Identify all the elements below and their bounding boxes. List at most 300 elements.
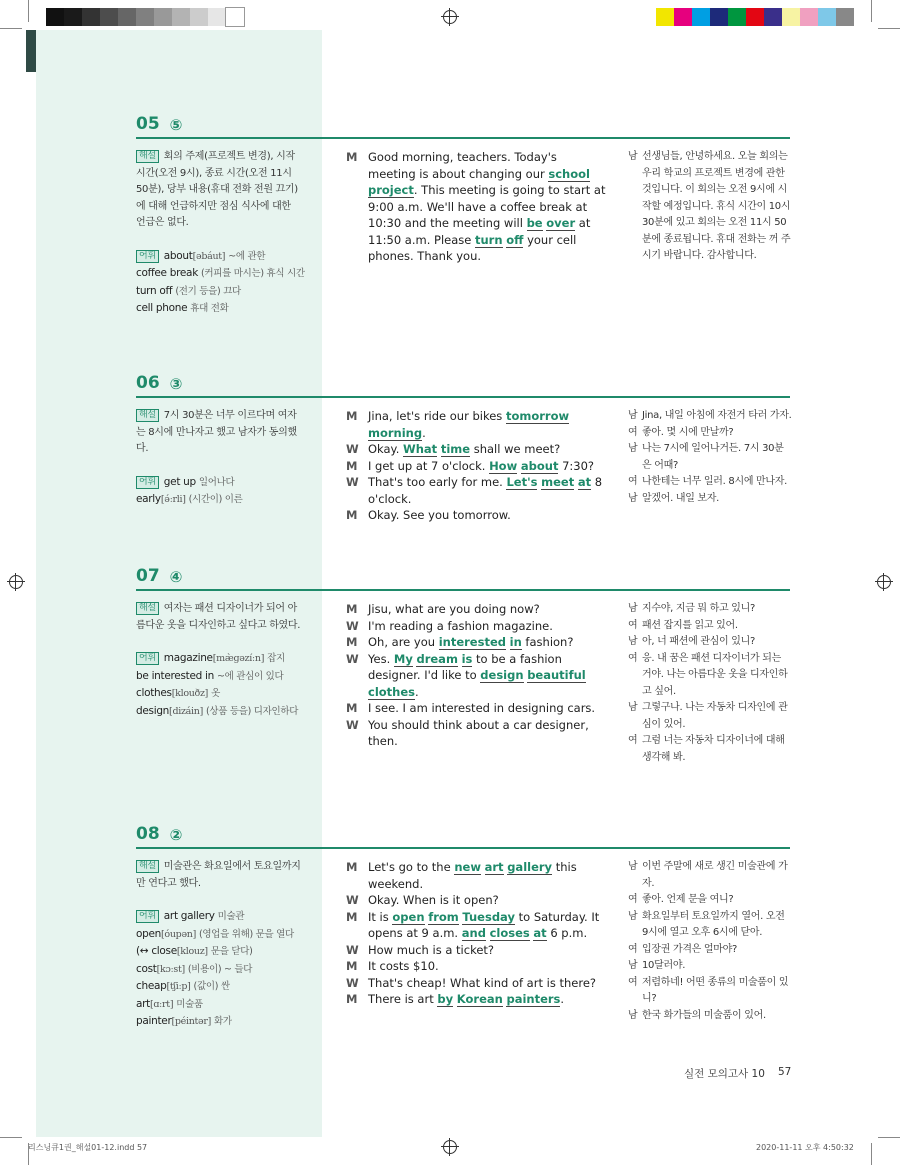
color-swatch bbox=[190, 8, 208, 26]
blank-answer: new bbox=[454, 860, 481, 874]
speaker-label: W bbox=[346, 651, 359, 666]
spacer bbox=[136, 232, 302, 248]
blank-answer: interested bbox=[438, 635, 506, 649]
color-swatch bbox=[154, 8, 172, 26]
vocab-item bbox=[136, 650, 302, 668]
explanation-column bbox=[136, 149, 305, 318]
dialogue-fragment: . bbox=[422, 425, 426, 440]
translation-text: 나는 7시에 일어나거든. 7시 30분은 어때? bbox=[642, 443, 784, 471]
dialogue-text bbox=[368, 892, 608, 909]
translation-line bbox=[628, 425, 792, 442]
vocab-meaning: (커피를 마시는) 휴식 시간 bbox=[200, 268, 305, 279]
vocab-pronunciation: [péintər] bbox=[171, 1016, 212, 1027]
vocab-word: cell phone bbox=[136, 302, 188, 314]
speaker-label: M bbox=[346, 458, 358, 473]
explanation-badge: 해설 bbox=[136, 602, 159, 615]
vocab-item bbox=[136, 996, 302, 1014]
vocab-pronunciation: [tʃiːp] bbox=[166, 981, 191, 992]
dialogue-line bbox=[346, 149, 608, 265]
vocab-meaning: (비용이) ~ 들다 bbox=[187, 963, 253, 975]
blank-answer: gallery bbox=[507, 860, 553, 874]
vocab-item bbox=[136, 668, 302, 686]
dialogue-text bbox=[368, 859, 608, 892]
vocab-pronunciation: [ə́ːrli] bbox=[160, 494, 186, 505]
dialogue-text bbox=[368, 634, 608, 651]
explanation-text: 회의 주제(프로젝트 변경), 시작 시간(오전 9시), 종료 시간(오전 11시 50분), 당부 내용(휴대 전화 전원 끄기)에 대해 언급하지만 점심 식사에 대한 언급은 없다. bbox=[136, 151, 298, 228]
translation-line bbox=[628, 149, 792, 265]
vocab-item bbox=[136, 703, 302, 721]
vocab-meaning: (전기 등을) 끄다 bbox=[175, 285, 241, 297]
blank-answer: be bbox=[526, 216, 543, 230]
vocab-item bbox=[136, 978, 302, 996]
translation-text: 이번 주말에 새로 생긴 미술관에 가자. bbox=[642, 861, 788, 889]
dialogue-fragment: to Saturday. It opens at 9 a.m. bbox=[368, 909, 600, 940]
color-swatch bbox=[818, 8, 836, 26]
blank-answer: art bbox=[484, 860, 504, 874]
dialogue-fragment: There is art bbox=[368, 992, 438, 1006]
speaker-label: M bbox=[346, 701, 358, 715]
dialogue-text bbox=[368, 149, 608, 265]
translation-text: 지수야, 지금 뭐 하고 있니? bbox=[642, 603, 756, 614]
blank-answer: How bbox=[489, 458, 518, 473]
color-swatch bbox=[674, 8, 692, 26]
translation-line bbox=[628, 474, 792, 491]
translation-text: 좋아. 언제 문을 여니? bbox=[642, 894, 734, 905]
speaker-label: W bbox=[346, 618, 359, 633]
color-swatch bbox=[728, 8, 746, 26]
dialogue-text bbox=[368, 408, 608, 441]
vocab-meaning: 옷 bbox=[211, 688, 220, 699]
crop-mark bbox=[871, 1143, 872, 1165]
vocab-badge: 어휘 bbox=[136, 652, 159, 665]
section-header bbox=[136, 818, 790, 849]
speaker-label: W bbox=[346, 942, 359, 957]
dialogue-fragment: How much is a ticket? bbox=[368, 942, 495, 957]
translation-speaker: 남 bbox=[628, 603, 638, 614]
question-section bbox=[136, 560, 790, 763]
translation-text: 한국 화가들의 미술품이 있어. bbox=[642, 1009, 766, 1021]
dialogue-fragment: Okay. bbox=[368, 442, 404, 456]
blank-answer: at bbox=[577, 475, 592, 489]
blank-answer: school bbox=[548, 166, 590, 181]
blank-answer: open bbox=[392, 909, 425, 924]
edge-tab bbox=[26, 30, 36, 72]
vocab-meaning: 미술품 bbox=[176, 998, 203, 1010]
dialogue-line bbox=[346, 634, 608, 651]
blank-answer: from bbox=[428, 909, 459, 924]
dialogue-text bbox=[368, 975, 608, 992]
blank-answer: turn bbox=[475, 232, 503, 247]
spacer bbox=[136, 458, 302, 474]
dialogue-column bbox=[346, 601, 608, 750]
dialogue-fragment: Let's go to the bbox=[368, 860, 455, 874]
color-swatch bbox=[656, 8, 674, 26]
blank-answer: over bbox=[546, 216, 576, 230]
color-swatches bbox=[656, 8, 854, 26]
translation-text: 화요일부터 토요일까지 열어. 오전 9시에 열고 오후 6시에 닫아. bbox=[642, 910, 785, 938]
translation-line bbox=[628, 1008, 792, 1025]
color-swatch bbox=[782, 8, 800, 26]
blank-answer: Korean bbox=[456, 992, 503, 1006]
blank-answer: and bbox=[461, 926, 486, 940]
speaker-label: M bbox=[346, 508, 358, 522]
vocab-pronunciation: [óupən] bbox=[161, 928, 196, 940]
dialogue-fragment: 6 p.m. bbox=[546, 926, 588, 940]
translation-speaker: 여 bbox=[628, 652, 638, 664]
blank-answer: closes bbox=[489, 926, 530, 940]
dialogue-column bbox=[346, 149, 608, 265]
dialogue-line bbox=[346, 892, 608, 909]
explanation-column bbox=[136, 859, 302, 1031]
vocab-word: painter bbox=[136, 1015, 172, 1027]
dialogue-fragment: Yes. bbox=[368, 651, 394, 666]
dialogue-text bbox=[368, 942, 608, 959]
vocab-item bbox=[136, 1013, 302, 1031]
answer-mark: ⑤ bbox=[169, 116, 183, 134]
translation-text: 그렇구나. 나는 자동차 디자인에 관심이 있어. bbox=[642, 702, 788, 730]
blank-answer: Let's bbox=[506, 475, 538, 489]
blank-answer: painters bbox=[506, 992, 561, 1006]
vocab-pronunciation: [dizáin] bbox=[169, 705, 204, 717]
dialogue-fragment: I'm reading a fashion magazine. bbox=[368, 618, 553, 633]
blank-answer: project bbox=[368, 183, 414, 197]
dialogue-text bbox=[368, 441, 608, 458]
speaker-label: M bbox=[346, 150, 358, 164]
translation-speaker: 여 bbox=[628, 476, 638, 487]
blank-answer: in bbox=[509, 635, 522, 649]
dialogue-line bbox=[346, 958, 608, 975]
translation-line bbox=[628, 909, 792, 942]
dialogue-line bbox=[346, 507, 608, 524]
vocab-item bbox=[136, 961, 302, 979]
speaker-label: M bbox=[346, 860, 358, 874]
translation-speaker: 남 bbox=[628, 636, 638, 647]
vocab-pronunciation: [əbáut] bbox=[192, 250, 226, 262]
dialogue-fragment: shall we meet? bbox=[470, 442, 561, 456]
speaker-label: W bbox=[346, 475, 359, 489]
explanation-block bbox=[136, 149, 302, 232]
vocab-meaning: 잡지 bbox=[267, 653, 285, 664]
vocab-item bbox=[136, 685, 302, 703]
color-swatch bbox=[800, 8, 818, 26]
vocab-meaning: 화가 bbox=[214, 1016, 232, 1027]
dialogue-fragment: Okay. When is it open? bbox=[368, 893, 499, 907]
question-section bbox=[136, 367, 792, 522]
blank-answer: dream bbox=[416, 651, 458, 666]
dialogue-line bbox=[346, 408, 608, 441]
vocab-meaning: 휴대 전화 bbox=[190, 303, 229, 314]
translation-text: 아, 너 패션에 관심이 있니? bbox=[642, 636, 756, 647]
dialogue-column bbox=[346, 859, 608, 1008]
vocab-item bbox=[136, 491, 302, 509]
vocab-meaning: 문을 닫다) bbox=[210, 946, 253, 957]
translation-speaker: 여 bbox=[628, 426, 638, 438]
dialogue-fragment: You should think about a car designer, then. bbox=[368, 717, 589, 748]
translation-text: Jina, 내일 아침에 자전거 타러 가자. bbox=[642, 410, 792, 421]
translation-line bbox=[628, 408, 792, 425]
crop-mark bbox=[878, 28, 900, 29]
dialogue-line bbox=[346, 618, 608, 635]
page-number: 57 bbox=[778, 1066, 792, 1078]
blank-answer: is bbox=[461, 651, 473, 666]
blank-answer: about bbox=[520, 458, 559, 473]
vocab-pronunciation: [klouz] bbox=[176, 946, 208, 957]
vocab-word: magazine bbox=[163, 652, 213, 664]
translation-speaker: 여 bbox=[628, 735, 638, 746]
translation-text: 저렴하네! 어떤 종류의 미술품이 있니? bbox=[642, 976, 789, 1004]
dialogue-fragment: Okay. See you tomorrow. bbox=[368, 508, 511, 522]
vocab-meaning: 미술관 bbox=[217, 911, 245, 922]
blank-answer: What bbox=[403, 442, 438, 456]
speaker-label: W bbox=[346, 975, 359, 990]
vocab-word: early bbox=[136, 493, 161, 505]
registration-mark-icon bbox=[877, 575, 891, 589]
vocab-badge: 어휘 bbox=[136, 250, 159, 263]
blank-answer: Tuesday bbox=[462, 909, 515, 924]
vocab-word: art gallery bbox=[163, 910, 215, 922]
dialogue-fragment: It costs $10. bbox=[368, 959, 439, 973]
color-swatch bbox=[710, 8, 728, 26]
translation-text: 10달러야. bbox=[642, 960, 686, 971]
answer-mark: ④ bbox=[169, 568, 183, 586]
translation-speaker: 남 bbox=[628, 702, 638, 713]
dialogue-fragment: this weekend. bbox=[368, 860, 577, 891]
speaker-label: M bbox=[346, 959, 358, 973]
dialogue-line bbox=[346, 859, 608, 892]
dialogue-column bbox=[346, 408, 608, 524]
vocab-item bbox=[136, 300, 302, 318]
translation-speaker: 남 bbox=[628, 1009, 638, 1021]
translation-speaker: 여 bbox=[628, 619, 638, 631]
dialogue-text bbox=[368, 717, 608, 750]
color-swatch bbox=[692, 8, 710, 26]
translation-line bbox=[628, 601, 792, 618]
dialogue-text bbox=[368, 507, 608, 524]
dialogue-fragment: I see. I am interested in designing cars. bbox=[368, 701, 596, 715]
dialogue-text bbox=[368, 651, 608, 701]
translation-speaker: 남 bbox=[628, 910, 638, 922]
speaker-label: M bbox=[346, 409, 358, 423]
vocab-item bbox=[136, 926, 302, 944]
dialogue-fragment: That's cheap! What kind of art is there? bbox=[368, 975, 596, 990]
blank-answer: design bbox=[480, 668, 524, 682]
dialogue-fragment: Good morning, teachers. Today's meeting is about changing our bbox=[368, 150, 557, 181]
answer-mark: ② bbox=[169, 826, 183, 844]
vocab-pronunciation: [klouðz] bbox=[171, 688, 209, 699]
vocab-pronunciation: [ɑːrt] bbox=[149, 998, 174, 1010]
translation-speaker: 남 bbox=[628, 492, 638, 504]
speaker-label: W bbox=[346, 893, 359, 907]
translation-line bbox=[628, 733, 792, 766]
dialogue-text bbox=[368, 618, 608, 635]
translation-text: 나한테는 너무 일러. 8시에 만나자. bbox=[642, 476, 788, 487]
explanation-text: 7시 30분은 너무 이르다며 여자는 8시에 만나자고 했고 남자가 동의했다. bbox=[136, 410, 297, 454]
speaker-label: M bbox=[346, 635, 358, 649]
vocab-word: coffee break bbox=[136, 267, 198, 279]
vocab-item bbox=[136, 474, 302, 492]
dialogue-text bbox=[368, 474, 608, 507]
explanation-text: 여자는 패션 디자이너가 되어 아름다운 옷을 디자인하고 싶다고 하였다. bbox=[136, 603, 301, 631]
color-swatch bbox=[836, 8, 854, 26]
translation-speaker: 여 bbox=[628, 976, 638, 988]
translation-column bbox=[628, 859, 792, 1024]
registration-mark-icon bbox=[443, 10, 457, 24]
vocab-word: cheap bbox=[136, 980, 167, 992]
dialogue-fragment: your cell phones. Thank you. bbox=[368, 232, 577, 263]
color-swatch bbox=[46, 8, 64, 26]
vocab-pronunciation: [mæ̀gəzíːn] bbox=[212, 653, 265, 664]
dialogue-fragment: I get up at 7 o'clock. bbox=[368, 458, 490, 473]
dialogue-line bbox=[346, 458, 608, 475]
explanation-block bbox=[136, 859, 302, 892]
dialogue-text bbox=[368, 991, 608, 1008]
color-swatch bbox=[226, 8, 244, 26]
translation-text: 응. 내 꿈은 패션 디자이너가 되는 거야. 나는 아름다운 옷을 디자인하고 싶어. bbox=[642, 652, 788, 697]
question-number: 05 bbox=[136, 114, 160, 134]
translation-line bbox=[628, 859, 792, 892]
dialogue-text bbox=[368, 601, 608, 618]
explanation-column bbox=[136, 601, 302, 720]
translation-line bbox=[628, 700, 792, 733]
dialogue-line bbox=[346, 991, 608, 1008]
vocab-word: design bbox=[136, 704, 170, 717]
explanation-column bbox=[136, 408, 302, 509]
crop-mark bbox=[871, 0, 872, 22]
speaker-label: W bbox=[346, 717, 359, 732]
answer-mark: ③ bbox=[169, 375, 183, 393]
registration-mark-icon bbox=[443, 1140, 457, 1154]
translation-speaker: 남 bbox=[628, 151, 638, 162]
dialogue-line bbox=[346, 474, 608, 507]
translation-line bbox=[628, 975, 792, 1008]
blank-answer: meet bbox=[541, 475, 575, 489]
dialogue-line bbox=[346, 909, 608, 942]
question-number: 06 bbox=[136, 373, 160, 393]
section-header bbox=[136, 367, 790, 398]
translation-speaker: 남 bbox=[628, 861, 638, 872]
dialogue-fragment: . This meeting is going to start at 9:00 a.m. We'll have a coffee break at 10:30 and the meeting will bbox=[368, 183, 606, 230]
color-swatch bbox=[746, 8, 764, 26]
spacer bbox=[136, 892, 302, 908]
translation-text: 알겠어. 내일 보자. bbox=[642, 492, 720, 504]
vocab-item bbox=[136, 265, 305, 283]
color-swatch bbox=[764, 8, 782, 26]
color-swatch bbox=[208, 8, 226, 26]
blank-answer: beautiful bbox=[527, 668, 586, 682]
vocab-badge: 어휘 bbox=[136, 910, 159, 923]
question-section bbox=[136, 108, 791, 314]
question-section bbox=[136, 818, 790, 1027]
vocab-word: get up bbox=[163, 475, 196, 488]
file-slug: 리스닝큐1권_해설01-12.indd 57 bbox=[28, 1143, 148, 1152]
vocab-meaning: (상품 등을) 디자인하다 bbox=[206, 705, 299, 717]
explanation-block bbox=[136, 601, 302, 634]
explanation-badge: 해설 bbox=[136, 150, 159, 163]
color-swatch bbox=[118, 8, 136, 26]
translation-line bbox=[628, 958, 792, 975]
vocab-word: turn off bbox=[136, 284, 173, 297]
color-swatch bbox=[100, 8, 118, 26]
crop-mark bbox=[28, 0, 29, 22]
translation-column bbox=[628, 149, 792, 265]
blank-answer: My bbox=[393, 651, 413, 666]
blank-answer: by bbox=[437, 992, 454, 1006]
translation-speaker: 남 bbox=[628, 443, 638, 454]
blank-answer: time bbox=[440, 442, 471, 456]
translation-line bbox=[628, 491, 792, 508]
vocab-meaning: ~에 관한 bbox=[228, 250, 266, 262]
vocab-badge: 어휘 bbox=[136, 476, 159, 489]
blank-answer: at bbox=[533, 926, 547, 940]
translation-text: 선생님들, 안녕하세요. 오늘 회의는 우리 학교의 프로젝트 변경에 관한 것입니다. 이 회의는 오전 9시에 시작할 예정입니다. 휴식 시간이 10시 30분에 있고 회의는 오전 11시 50분에 종료됩니다. 휴대 전화는 꺼 주시기 바랍니다. 감사합니다. bbox=[642, 151, 791, 261]
dialogue-line bbox=[346, 700, 608, 717]
question-number: 08 bbox=[136, 824, 160, 844]
translation-speaker: 여 bbox=[628, 894, 638, 905]
dialogue-text bbox=[368, 909, 608, 942]
vocab-meaning: ~에 관심이 있다 bbox=[216, 670, 284, 682]
print-timestamp: 2020-11-11 오후 4:50:32 bbox=[756, 1143, 854, 1152]
dialogue-fragment: at 11:50 a.m. Please bbox=[368, 216, 591, 247]
vocab-word: open bbox=[136, 927, 162, 940]
vocab-meaning: (영업을 위해) 문을 열다 bbox=[199, 928, 294, 940]
speaker-label: M bbox=[346, 909, 358, 924]
translation-line bbox=[628, 942, 792, 959]
translation-text: 입장권 가격은 얼마야? bbox=[642, 943, 738, 955]
explanation-block bbox=[136, 408, 302, 458]
explanation-badge: 해설 bbox=[136, 860, 159, 873]
registration-mark-icon bbox=[9, 575, 23, 589]
dialogue-text bbox=[368, 700, 608, 717]
translation-text: 좋아. 몇 시에 만날까? bbox=[642, 426, 734, 438]
vocab-word: about bbox=[163, 249, 193, 262]
vocab-word: (↔ close bbox=[136, 945, 177, 957]
speaker-label: W bbox=[346, 442, 359, 456]
dialogue-fragment: 8 o'clock. bbox=[368, 475, 603, 506]
color-swatch bbox=[64, 8, 82, 26]
question-number: 07 bbox=[136, 566, 160, 586]
color-swatch bbox=[136, 8, 154, 26]
vocab-word: cost bbox=[136, 962, 157, 975]
dialogue-line bbox=[346, 651, 608, 701]
dialogue-fragment: 7:30? bbox=[558, 458, 595, 473]
dialogue-fragment: Jina, let's ride our bikes bbox=[368, 409, 506, 423]
dialogue-line bbox=[346, 717, 608, 750]
blank-answer: clothes bbox=[368, 684, 415, 699]
dialogue-line bbox=[346, 601, 608, 618]
translation-column bbox=[628, 408, 792, 507]
blank-answer: tomorrow bbox=[505, 409, 570, 423]
crop-mark bbox=[0, 28, 22, 29]
crop-mark bbox=[0, 1137, 22, 1138]
speaker-label: M bbox=[346, 992, 358, 1006]
dialogue-text bbox=[368, 458, 608, 475]
dialogue-line bbox=[346, 441, 608, 458]
vocab-meaning: 일어나다 bbox=[198, 476, 235, 488]
vocab-word: art bbox=[136, 997, 150, 1010]
translation-speaker: 남 bbox=[628, 960, 638, 971]
dialogue-line bbox=[346, 975, 608, 992]
color-swatch bbox=[172, 8, 190, 26]
translation-text: 패션 잡지를 읽고 있어. bbox=[642, 619, 738, 631]
vocab-item bbox=[136, 943, 302, 961]
dialogue-text bbox=[368, 958, 608, 975]
grayscale-swatches bbox=[46, 8, 244, 26]
translation-line bbox=[628, 618, 792, 635]
translation-line bbox=[628, 441, 792, 474]
dialogue-fragment: fashion? bbox=[521, 635, 574, 649]
vocab-pronunciation: [kɔːst] bbox=[156, 963, 185, 975]
dialogue-fragment: . bbox=[415, 684, 419, 699]
